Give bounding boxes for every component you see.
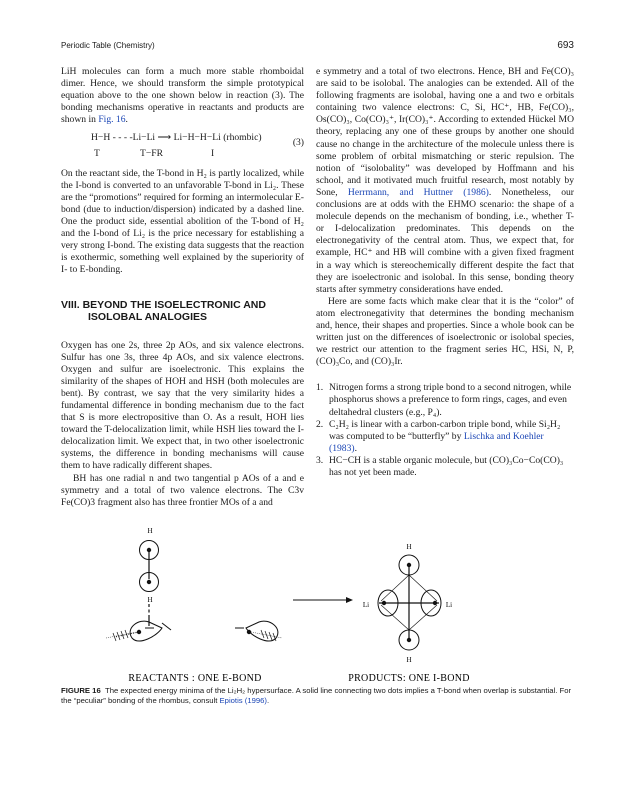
electron-dot xyxy=(247,630,251,634)
paragraph-text: e symmetry and a total of two electrons. Hence, BH and Fe(CO)₃ are said to be isolobal. The analogies can be extended. All of the following fragments are isolobal, having one a and two e orbitals containing two valence electrons: C, Si, HC⁺, HB, Fe(CO)₃, Os(CO)₃, Co(CO)₃⁺, Ir(CO)₃⁺. According to extended Hückel MO theory, replacing any one of these groups by another one should cause no change in the architecture of the molecule unless there is some problem of orbital mismatching or steric repulsion. The notion of “isolobality” was developed by Hoffmann and his school, and it motivated much fruitful research, most notably by Sone, xyxy=(316,66,574,198)
caption-label: FIGURE 16 xyxy=(61,686,101,695)
atom-label-li: Li xyxy=(362,601,370,609)
list-number: 1. xyxy=(316,382,324,394)
equation-label: T−FR xyxy=(140,147,164,159)
list-text: C₂H₂ is linear with a carbon-carbon triple bond, while Si₂H₂ was computed to be “butterfly” by xyxy=(329,418,561,442)
paragraph: Here are some facts which make clear that it is the “color” of atom electronegativity that determines the bonding mechanism and, hence, their shapes and properties. Since a whole book can be written just on the differences of isoelectronic or isolobal species, we restrict our attention to the fragment series HC, HSi, N, P, (CO)₃Co, and (CO)₃Ir. xyxy=(316,295,574,368)
reactant-li2 xyxy=(106,618,282,641)
electron-dot xyxy=(433,601,437,605)
atom-label-h: H xyxy=(406,543,412,551)
paragraph-text: LiH molecules can form a much more stable rhomboidal dimer. Hence, we should transform the simple prototypical equation above to the one shown below in reaction (3). The bonding mechanisms operative in reactants and products are shown in xyxy=(61,66,304,126)
hatch-tick xyxy=(117,632,120,640)
list-text: Nitrogen forms a strong triple bond to a second nitrogen, while phosphorus shows a preference to form rings, cages, and even deltahedral clusters (e.g., P₄). xyxy=(329,382,572,418)
paragraph: On the reactant side, the T-bond in H₂ is partly localized, while the I-bond is converted to an unfavorable T-bond in Li₂. These are the “promotions” required for forming an intermolecular E-bond (due to induction/dispersion) indicated by a dashed line. One the product side, essential abolition of the T-bond of H₂ and the I-bond of Li₂ is the price necessary for establishing a very strong I-bond. The existing data suggests that the reaction is exothermic, something well explained by the superiority of I- to E-bonding. xyxy=(61,167,304,276)
period: . xyxy=(125,114,128,126)
paragraph: BH has one radial n and two tangential p AOs of a and e symmetry and a total of two valence electrons. The C3v Fe(CO)3 fragment also has three frontier MOs of a and xyxy=(61,472,304,508)
paragraph xyxy=(316,66,574,296)
product-rhombus xyxy=(363,543,452,664)
equation-labels xyxy=(91,148,262,160)
equation-number: (3) xyxy=(292,137,304,149)
electron-dot xyxy=(147,580,151,584)
citation-link[interactable]: Epiotis (1996) xyxy=(219,696,267,705)
hatch-tick xyxy=(269,632,272,640)
paragraph xyxy=(61,66,304,126)
period: . xyxy=(266,696,270,705)
figure-16 xyxy=(61,520,574,694)
list-item xyxy=(316,455,574,479)
list-text: HC−CH is a stable organic molecule, but (CO)₃Co−Co(CO)₃ has not yet been made. xyxy=(329,454,564,478)
hatch-tick xyxy=(113,633,116,641)
running-title: Periodic Table (Chemistry) xyxy=(61,41,155,50)
electron-dot xyxy=(382,601,386,605)
paragraph: Oxygen has one 2s, three 2p AOs, and six valence electrons. Sulfur has one 3s, three 4p AOs, and six valence electrons. Oxygen and sulfur are isoelectronic. This explains the similarity of the shapes of HOH and HSH (both molecules are bent). By contrast, we say that the very similarity hides a fundamental difference in bonding mechanism due to the fact that S is more electropositive than O. As a result, HOH lies toward the T-delocalization limit, while HSH lies toward the I-delocalization limit. We expect that, in two other isoelectronic systems, the difference in bonding mechanisms will cause them to have radically different shapes. xyxy=(61,339,304,472)
page-number: 693 xyxy=(557,40,574,51)
bonding-diagram xyxy=(61,520,574,694)
arrow-head xyxy=(346,597,353,603)
list-number: 2. xyxy=(316,418,324,430)
equation-label: I xyxy=(211,147,215,159)
products-label: PRODUCTS: ONE I-BOND xyxy=(348,673,470,684)
list-text-wrap xyxy=(329,419,574,455)
reaction-arrow xyxy=(293,597,353,603)
rhombus-edge xyxy=(381,605,409,630)
atom-label-li: Li xyxy=(445,601,453,609)
figure-link[interactable]: Fig. 16 xyxy=(98,114,126,126)
numbered-list xyxy=(316,382,574,479)
citation-link[interactable]: Lischka and Koehler (1983) xyxy=(329,430,544,454)
period: . xyxy=(354,442,357,454)
right-column xyxy=(316,66,574,479)
citation-link[interactable]: Herrmann, and Huttner (1986) xyxy=(347,186,489,198)
reactant-h2 xyxy=(140,527,159,604)
hatch-tick xyxy=(125,630,128,638)
electron-dot xyxy=(407,638,411,642)
left-column xyxy=(61,66,304,509)
reactants-label: REACTANTS : ONE E-BOND xyxy=(128,673,262,684)
equation-line: H−H - - - -Li−Li ⟶ Li−H−H−Li (rhombic) xyxy=(91,132,262,144)
figure-caption xyxy=(61,686,574,706)
list-item xyxy=(316,382,574,418)
atom-label-h: H xyxy=(147,527,153,535)
heading-line: VIII. BEYOND THE ISOELECTRONIC AND xyxy=(61,298,266,311)
section-heading xyxy=(61,299,304,324)
rhombus-edge xyxy=(409,605,437,630)
atom-label-h: H xyxy=(406,656,412,664)
paragraph-text: . Nonetheless, our conclusions are at odds with the EHMO scenario: the shape of a molecule depends on the mechanism of bonding, i.e., whether T- or I-delocalization predominates. This depends on the electronegativity of the central atom. Thus, we expect that, for example, HC⁺ and HB will combine with a given fixed fragment in a way which is stereochemically different despite the fact that they are isoelectronic and isolobal. In this sense, bonding theory starts after symmetry considerations have ended. xyxy=(316,186,574,295)
heading-line: ISOLOBAL ANALOGIES xyxy=(88,311,208,323)
reaction-equation xyxy=(61,132,304,159)
caption-text: The expected energy minima of the Li₂H₂ hypersurface. A solid line connecting two dots implies a T-bond when overlap is substantial. For the “peculiar” bonding of the rhombus, consult xyxy=(61,686,572,705)
electron-dot xyxy=(407,563,411,567)
rhombus-edge xyxy=(409,575,437,601)
electron-dot xyxy=(147,548,151,552)
list-item xyxy=(316,419,574,455)
equation-label: T xyxy=(94,147,100,159)
lobe-axis xyxy=(162,623,171,630)
rhombus-edge xyxy=(381,575,409,601)
list-number: 3. xyxy=(316,454,324,466)
atom-label-h: H xyxy=(147,596,153,604)
li-orbital-lobe xyxy=(130,621,162,641)
